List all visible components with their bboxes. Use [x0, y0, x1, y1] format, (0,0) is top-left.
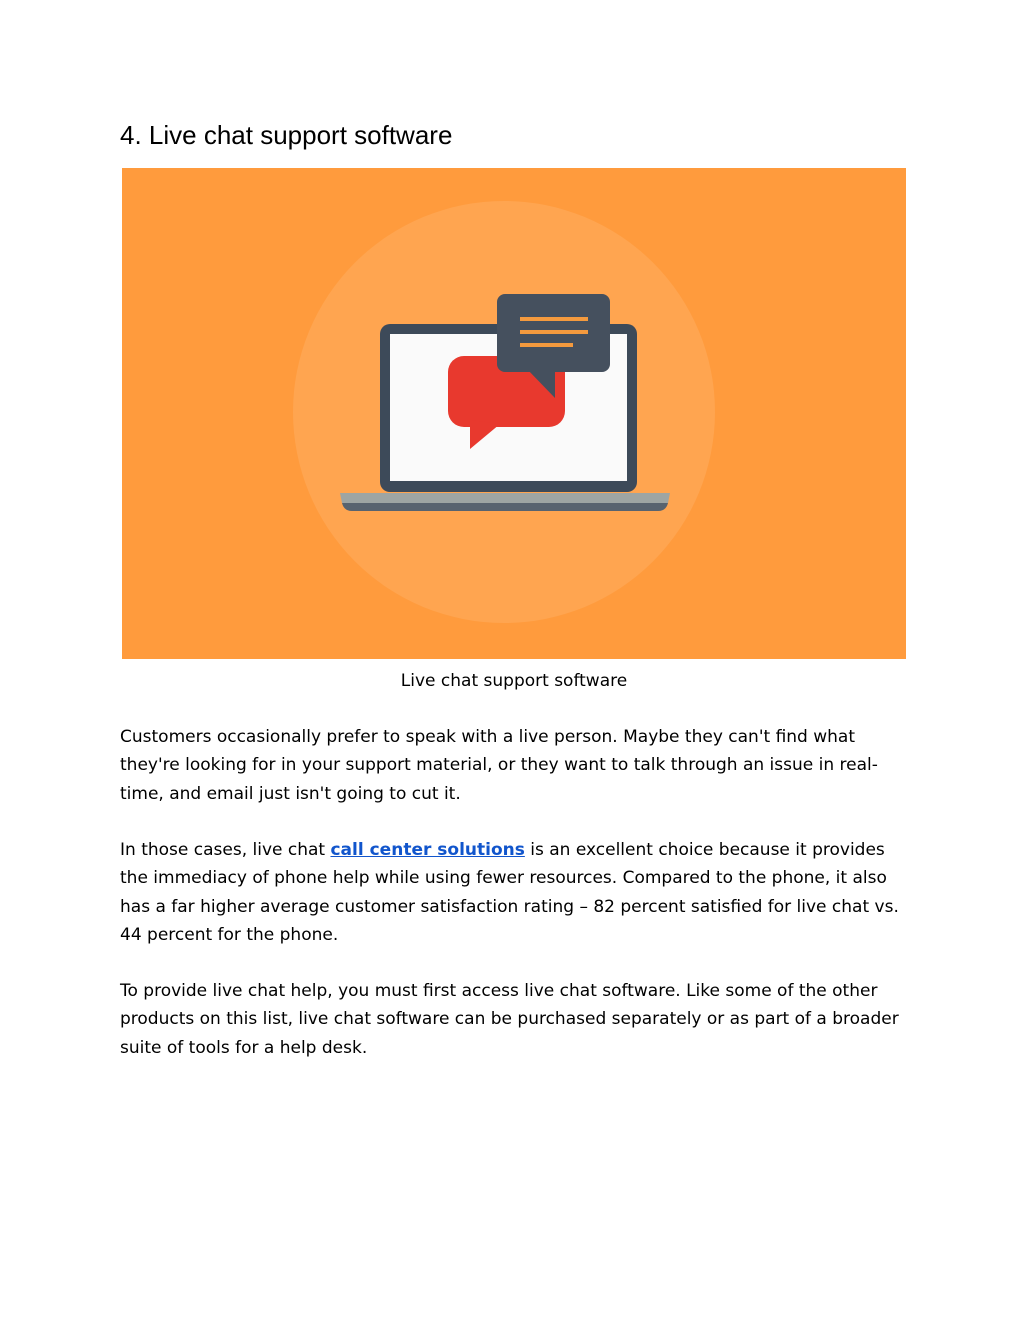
paragraph-2-body: is an excellent choice because it provides the immediacy of phone help while using fewer resources. Compared to the phone, it also has a far higher average customer satisfaction rating – 82 percent satisfied for live chat vs. 44 percent for the phone. — [120, 840, 899, 946]
paragraph-1: Customers occasionally prefer to speak with a live person. Maybe they can't find what they're looking for in your support material, or they want to talk through an issue in real-time, and email just isn't going to cut it. — [120, 727, 878, 804]
bubble-line-3 — [520, 343, 573, 347]
paragraph-3: To provide live chat help, you must first access live chat software. Like some of the other products on this list, live chat software can be purchased separately or as part of a broader suite of tools for a help desk. — [120, 981, 899, 1058]
laptop-base-bottom — [342, 503, 668, 511]
bubble-line-1 — [520, 317, 588, 321]
live-chat-illustration — [122, 168, 906, 659]
laptop-chat-icon — [122, 168, 906, 659]
paragraph-2 — [120, 836, 910, 950]
bubble-line-2 — [520, 330, 588, 334]
figure-caption: Live chat support software — [400, 671, 628, 691]
paragraph-2-intro: In those cases, live chat — [120, 840, 331, 860]
laptop-base-top — [340, 493, 670, 503]
call-center-solutions-link[interactable]: call center solutions — [330, 840, 525, 860]
section-title: 4. Live chat support software — [120, 120, 453, 150]
